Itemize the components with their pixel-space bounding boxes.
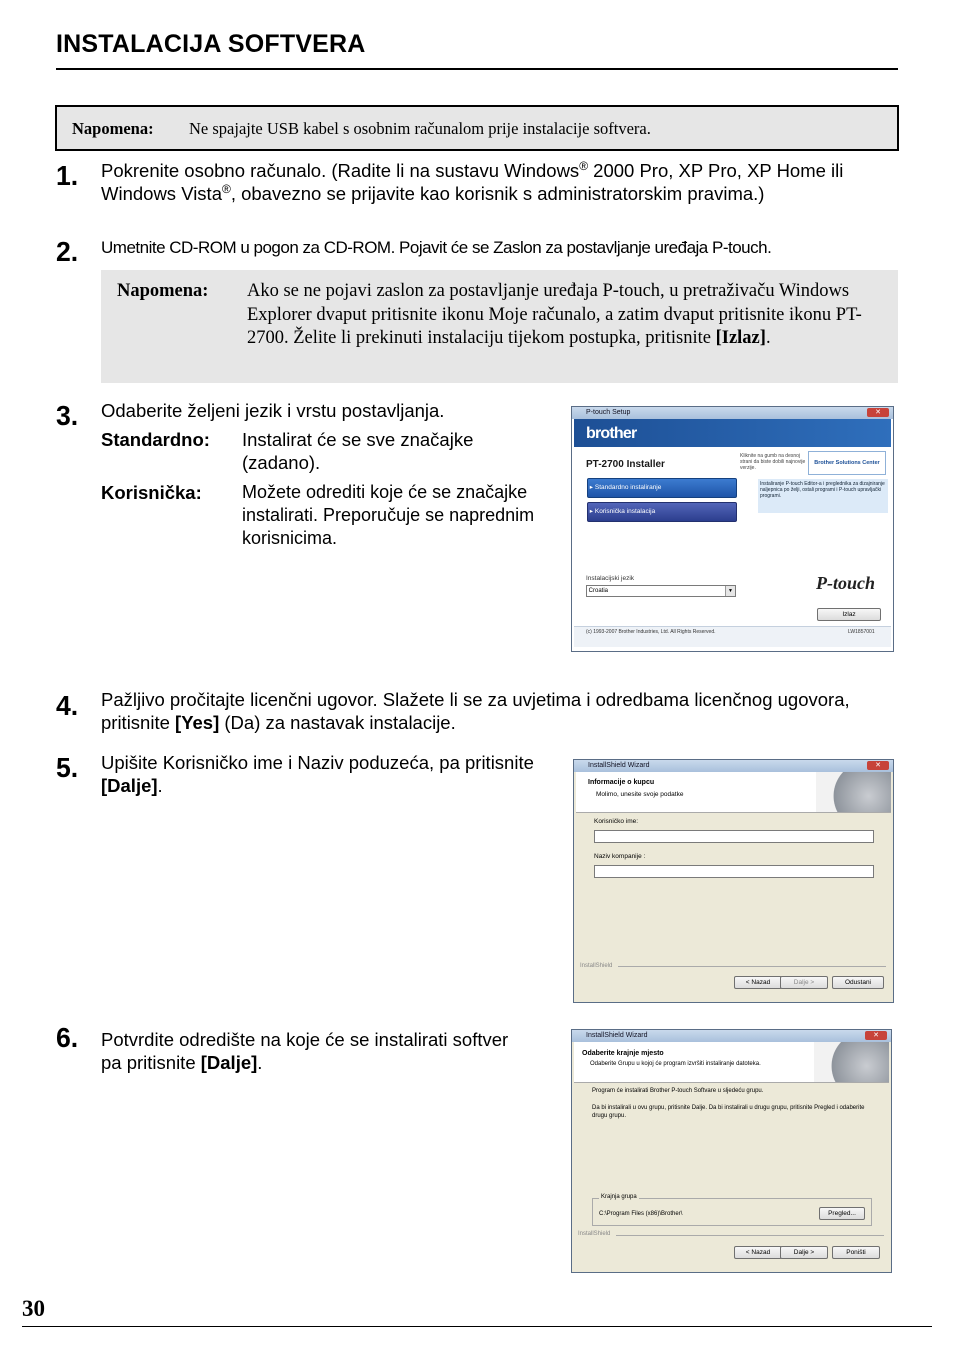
back-button[interactable]: < Nazad — [734, 976, 782, 989]
wizard-header — [574, 1042, 889, 1083]
installshield-brand: InstallShield — [578, 1231, 611, 1237]
next-button[interactable]: Dalje > — [780, 976, 828, 989]
note-label: Napomena: — [117, 281, 209, 301]
username-label: Korisničko ime: — [594, 818, 639, 825]
cancel-button[interactable]: Odustani — [832, 976, 884, 989]
wizard-header — [576, 772, 891, 813]
product-code: LW1857001 — [848, 629, 875, 635]
step-number-2: 2. — [56, 236, 79, 267]
side-description: Instaliranje P-touch Editor-a i preglednika za dizajniranje naljepnica po želji, ostali programi i P-touch upravljački programi. — [758, 479, 888, 513]
copyright-text: (c) 1993-2007 Brother Industries, Ltd. All Rights Reserved. — [586, 629, 716, 635]
screenshot-customer-info — [573, 759, 894, 1003]
step-text-1: Pokrenite osobno računalo. (Radite li na sustavu Windows® 2000 Pro, XP Pro, XP Home ili Windows Vista®, obavezno se prijavite kao korisnik s administratorskim pravima.) — [101, 158, 844, 204]
installer-title: PT-2700 Installer — [586, 459, 665, 470]
browse-button[interactable]: Pregled... — [819, 1207, 865, 1220]
brother-logo: brother — [586, 425, 637, 442]
language-label: Instalacijski jezik — [586, 575, 635, 582]
note-text: Ako se ne pojavi zaslon za postavljanje uređaja P-touch, u pretraživaču Windows Explorer dvaput pritisnite ikonu Moje računalo, a zatim dvaput pritisnite ikonu PT-2700. Želite li prekinuti instalaciju tijekom postupka, pritisnite [Izlaz]. — [247, 281, 862, 348]
close-icon: ✕ — [867, 408, 889, 417]
wizard-graphic — [814, 1042, 889, 1082]
info-line-2: Da bi instalirali u ovu grupu, pritisnite Dalje. Da bi instalirali u drugu grupu, pritisnite Pregled i odaberite drugu grupu. — [592, 1105, 865, 1119]
side-hint: Kliknite na gumb na desnoj strani da biste dobili najnovije verzije. — [740, 453, 806, 471]
standard-install-button[interactable]: ▸ Standardno instaliranje — [587, 478, 737, 498]
page-title: INSTALACIJA SOFTVERA — [56, 30, 366, 58]
step-text-5: Upišite Korisničko ime i Naziv poduzeća, pa pritisnite [Dalje]. — [101, 752, 534, 796]
window-titlebar: InstallShield Wizard — [574, 760, 893, 772]
close-icon: ✕ — [865, 1031, 887, 1040]
step-text-4: Pažljivo pročitajte licenčni ugovor. Slažete li se za uvjetima i odredbama licenčnog ugovora, pritisnite [Yes] (Da) za nastavak instalacije. — [101, 689, 850, 733]
option-text-custom: Možete odrediti koje će se značajke instalirati. Preporučuje se naprednim korisnicima. — [242, 482, 535, 548]
chevron-down-icon: ▼ — [725, 586, 735, 596]
note-text: Ne spajajte USB kabel s osobnim računalom prije instalacije softvera. — [189, 119, 651, 138]
back-button[interactable]: < Nazad — [734, 1246, 782, 1259]
step-number-6: 6. — [56, 1022, 79, 1053]
wizard-subheading: Odaberite Grupu u kojoj će program izvršiti instaliranje datoteka. — [590, 1061, 761, 1067]
info-line-1: Program će instalirati Brother P-touch Softvare u sljedeću grupu. — [592, 1088, 764, 1094]
custom-install-button[interactable]: ▸ Korisnička instalacija — [587, 502, 737, 522]
window-titlebar: InstallShield Wizard — [572, 1030, 891, 1042]
username-input[interactable] — [594, 830, 874, 843]
company-label: Naziv kompanije : — [594, 853, 646, 860]
wizard-graphic — [816, 772, 891, 812]
group-label: Krajnja grupa — [601, 1194, 637, 1200]
option-text-standard: Instalirat će se sve značajke (zadano). — [242, 429, 474, 473]
option-label-custom: Korisnička: — [101, 482, 202, 503]
step-number-3: 3. — [56, 400, 79, 431]
cancel-button[interactable]: Poništi — [832, 1246, 880, 1259]
note-box-mid — [101, 270, 898, 383]
wizard-subheading: Molimo, unesite svoje podatke — [596, 791, 684, 798]
step-number-1: 1. — [56, 160, 79, 191]
note-label: Napomena: — [72, 119, 154, 138]
destination-path: C:\Program Files (x86)\Brother\ — [599, 1211, 683, 1217]
divider — [618, 966, 886, 967]
step-text-2: Umetnite CD-ROM u pogon za CD-ROM. Pojavit će se Zaslon za postavljanje uređaja P-touch. — [101, 238, 772, 257]
step-text-3: Odaberite željeni jezik i vrstu postavljanja. — [101, 400, 445, 421]
title-rule — [56, 68, 898, 70]
option-label-standard: Standardno: — [101, 429, 210, 450]
close-icon: ✕ — [867, 761, 889, 770]
screenshot-ptouch-setup — [571, 406, 894, 652]
wizard-heading: Informacije o kupcu — [588, 779, 655, 786]
divider — [616, 1235, 884, 1236]
next-button[interactable]: Dalje > — [780, 1246, 828, 1259]
step-text-6: Potvrdite odredište na koje će se instalirati softver pa pritisnite [Dalje]. — [101, 1029, 509, 1073]
page-number: 30 — [22, 1296, 45, 1321]
exit-button[interactable]: Izlaz — [817, 608, 881, 621]
step-number-5: 5. — [56, 752, 79, 783]
company-input[interactable] — [594, 865, 874, 878]
note-box-top — [55, 105, 899, 151]
footer-rule — [22, 1326, 932, 1327]
step-number-4: 4. — [56, 690, 79, 721]
screenshot-destination — [571, 1029, 892, 1273]
destination-group — [592, 1194, 872, 1226]
solutions-center-button[interactable]: Brother Solutions Center — [808, 451, 886, 475]
language-select[interactable]: Croatia ▼ — [586, 585, 736, 597]
wizard-heading: Odaberite krajnje mjesto — [582, 1050, 664, 1057]
window-titlebar: P-touch Setup — [572, 407, 893, 419]
ptouch-logo: P-touch — [816, 573, 876, 593]
installshield-brand: InstallShield — [580, 963, 613, 969]
